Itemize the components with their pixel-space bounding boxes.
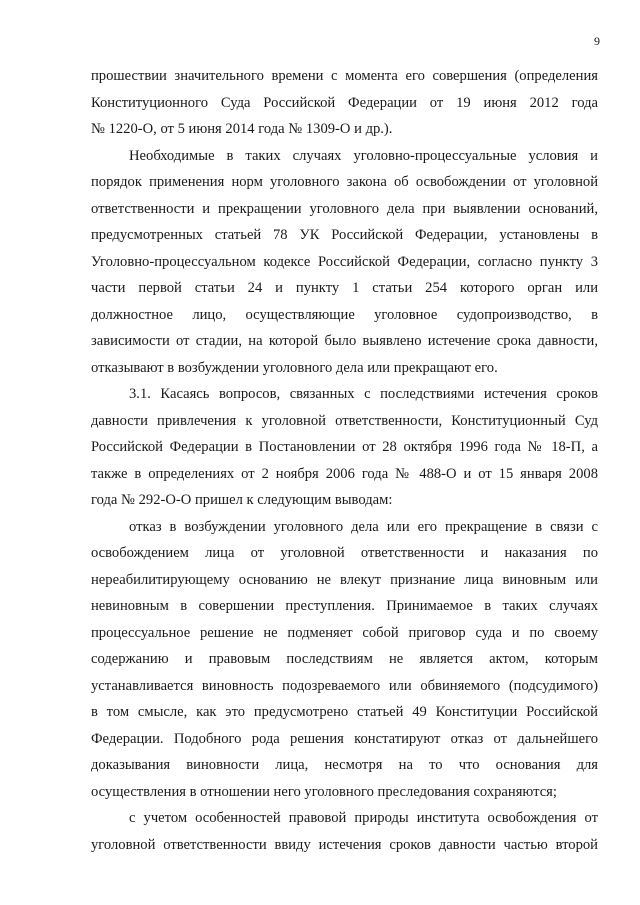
document-text bbox=[91, 63, 598, 858]
text-line: доказывания виновности лица, несмотря на то что основания для bbox=[91, 757, 598, 773]
text-line: устанавливается виновность подозреваемого или обвиняемого (подсудимого) bbox=[91, 677, 598, 694]
text-line: Федерации. Подобного рода решения констатируют отказ от дальнейшего bbox=[91, 730, 598, 747]
text-line: давности привлечения к уголовной ответственности, Конституционный Суд bbox=[91, 412, 598, 429]
text-line: предусмотренных статьей 78 УК Российской Федерации, установлены в bbox=[91, 227, 598, 243]
text-line: 3.1. Касаясь вопросов, связанных с последствиями истечения сроков bbox=[129, 386, 598, 402]
text-line: уголовной ответственности ввиду истечения сроков давности частью второй bbox=[91, 836, 598, 853]
text-line: части первой статьи 24 и пункту 1 статьи 254 которого орган или bbox=[91, 280, 598, 296]
text-line: зависимости от стадии, на которой было выявлено истечение срока давности, bbox=[91, 333, 598, 349]
page-number: 9 bbox=[594, 34, 600, 48]
text-line: прошествии значительного времени с момента его совершения (определения bbox=[91, 68, 598, 84]
text-line: невиновным в совершении преступления. Принимаемое в таких случаях bbox=[91, 598, 598, 614]
text-line: содержанию и правовым последствиям не является актом, которым bbox=[91, 651, 598, 667]
text-line: года № 292-О-О пришел к следующим выводам: bbox=[91, 492, 393, 508]
text-line: осуществления в отношении него уголовного преследования сохраняются; bbox=[91, 783, 557, 800]
text-line: Российской Федерации в Постановлении от 28 октября 1996 года № 18-П, а bbox=[91, 439, 598, 455]
text-line: должностное лицо, осуществляющие уголовное судопроизводство, в bbox=[91, 306, 598, 323]
text-line: отказ в возбуждении уголовного дела или его прекращение в связи с bbox=[129, 518, 598, 535]
text-line: нереабилитирующему основанию не влекут признание лица виновным или bbox=[91, 571, 598, 588]
text-line: порядок применения норм уголовного закона об освобождении от уголовной bbox=[91, 174, 598, 190]
text-line: освобождением лица от уголовной ответственности и наказания по bbox=[91, 545, 598, 561]
text-line: с учетом особенностей правовой природы института освобождения от bbox=[129, 810, 598, 826]
text-line: Конституционного Суда Российской Федерации от 19 июня 2012 года bbox=[91, 94, 598, 111]
text-line: № 1220-О, от 5 июня 2014 года № 1309-О и др.). bbox=[91, 121, 393, 137]
text-line: ответственности и прекращении уголовного дела при выявлении оснований, bbox=[91, 200, 598, 217]
text-line: Уголовно-процессуальном кодексе Российской Федерации, согласно пункту 3 bbox=[91, 253, 598, 270]
text-line: процессуальное решение не подменяет собой приговор суда и по своему bbox=[91, 624, 598, 641]
text-line: Необходимые в таких случаях уголовно-процессуальные условия и bbox=[129, 147, 598, 164]
text-line: в том смысле, как это предусмотрено статьей 49 Конституции Российской bbox=[91, 704, 598, 720]
text-line: также в определениях от 2 ноября 2006 года № 488-О и от 15 января 2008 bbox=[91, 465, 598, 482]
text-line: отказывают в возбуждении уголовного дела или прекращают его. bbox=[91, 359, 498, 376]
